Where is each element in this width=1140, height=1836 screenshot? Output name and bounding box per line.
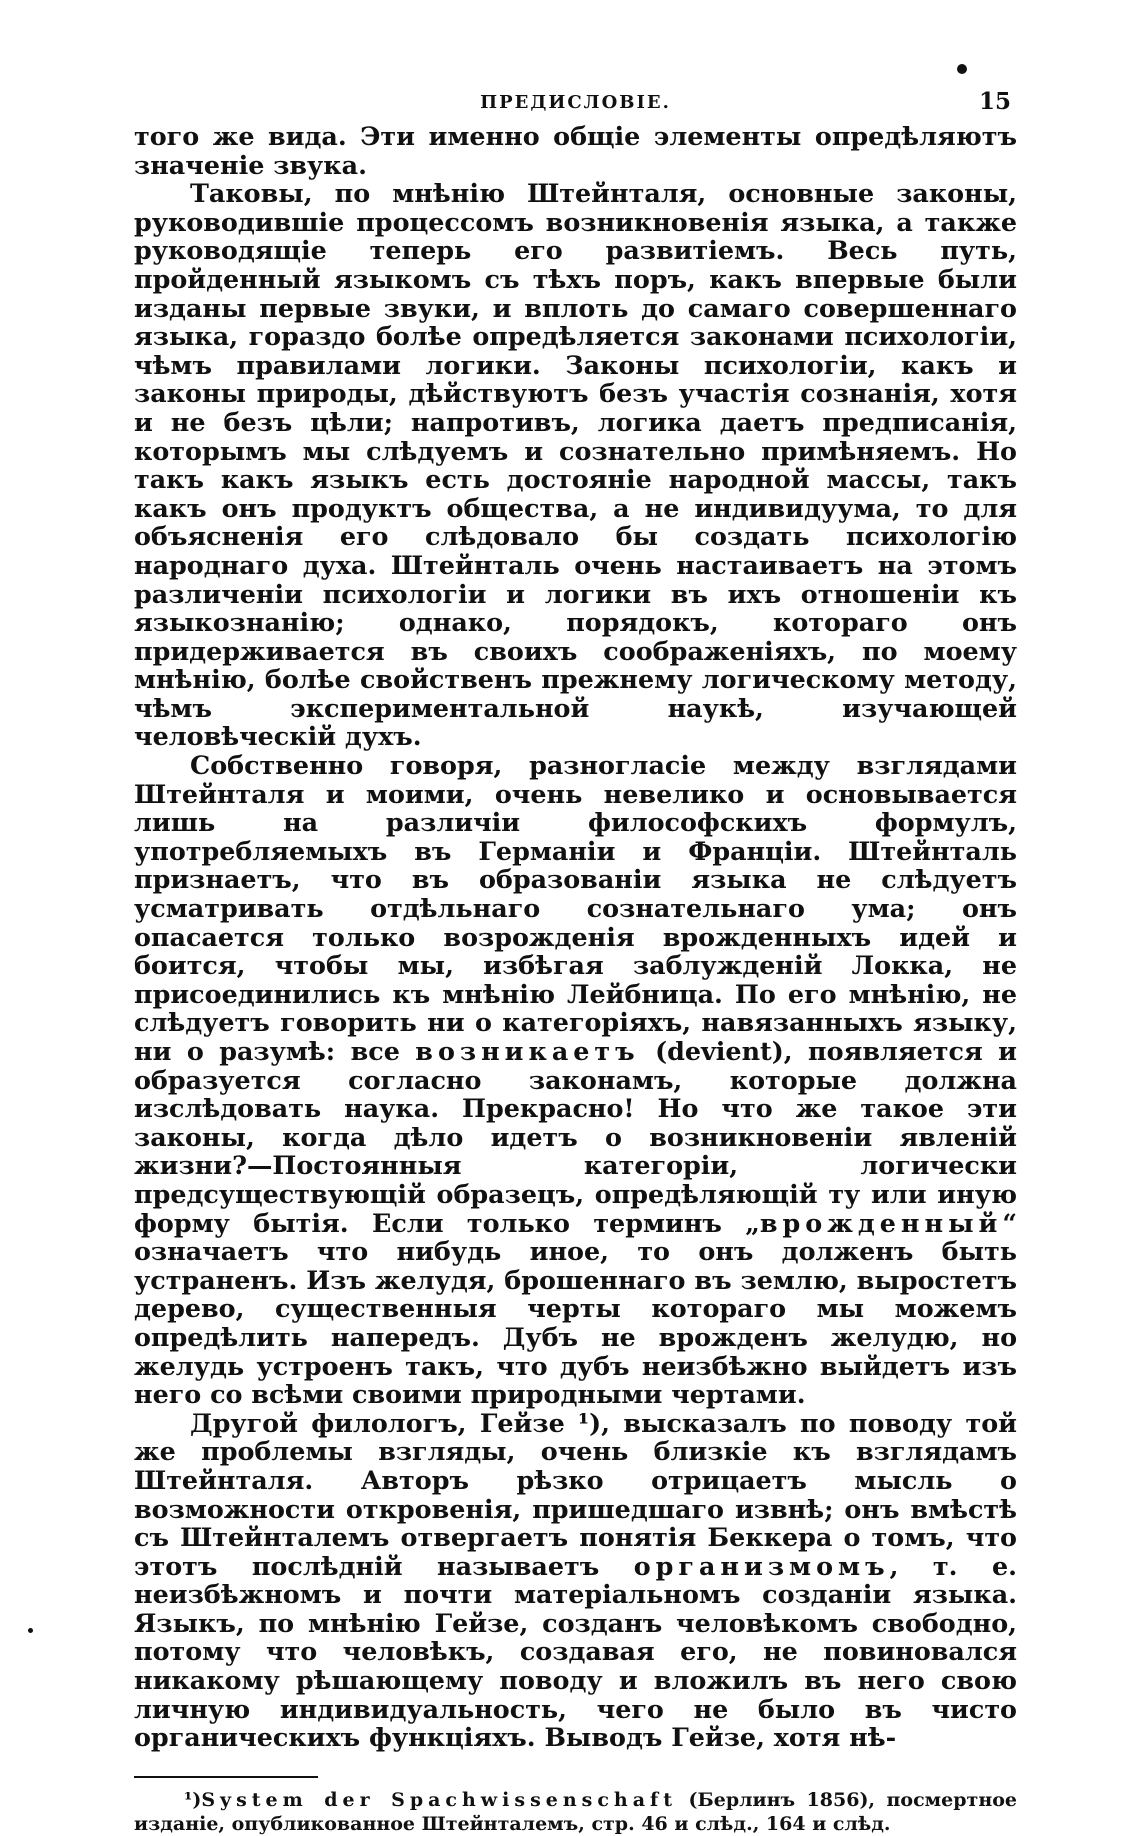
emphasized-word: врожденный xyxy=(759,1207,1003,1238)
paragraph-3-part-2: (devient), появляется и образуется согласно законамъ, которые должна изслѣдовать наука. Прекрасно! Но что же такое эти законы, когда дѣло идетъ о возникновеніи явленій жизни?—Постоянныя категоріи, логически предсуществующій образецъ, опредѣляющій ту или иную форму бытія. Если только терминъ „ xyxy=(134,1036,1017,1238)
emphasized-word: возникаетъ xyxy=(415,1036,640,1066)
footnote-title: System der Spachwissenschaft xyxy=(201,1788,678,1811)
paragraph-1: того же вида. Эти именно общіе элементы опредѣляютъ значеніе звука. xyxy=(134,121,1017,180)
paragraph-3-part-3: “ означаетъ что нибудь иное, то онъ долженъ быть устраненъ. Изъ желудя, брошеннаго въ землю, выростетъ дерево, существенныя черты котораго мы можемъ опредѣлить напередъ. Дубъ не врожденъ желудю, но желудь устроенъ такъ, что дубъ неизбѣжно выйдетъ изъ него со всѣми своими природными чертами. xyxy=(134,1207,1017,1410)
footnote-text: (Берлинъ 1856), посмертное изданіе, опубликованное Штейнталемъ, стр. 46 и слѣд., 164 и слѣд. xyxy=(134,1788,1017,1835)
speck-dot xyxy=(957,64,967,74)
paragraph-4-part-2: , т. е. неизбѣжномъ и почти матеріальномъ созданіи языка. Языкъ, по мнѣнію Гейзе, созданъ человѣкомъ свободно, потому что человѣкъ, создавая его, не повиновался никакому рѣшающему поводу и вложилъ въ него свою личную индивидуальность, чего не было въ чисто органическихъ функціяхъ. Выводъ Гейзе, хотя нѣ- xyxy=(134,1550,1018,1753)
emphasized-word: организмомъ xyxy=(633,1550,890,1581)
running-title: ПРЕДИСЛОВІЕ. xyxy=(480,92,671,113)
page-header xyxy=(134,82,1017,122)
paragraph-2: Таковы, по мнѣнію Штейнталя, основные законы, руководившіе процессомъ возникновенія языка, а также руководящіе теперь его развитіемъ. Весь путь, пройденный языкомъ съ тѣхъ поръ, какъ впервые были изданы первые звуки, и вплоть до самаго совершеннаго языка, гораздо болѣе опредѣляется законами психологіи, чѣмъ правилами логики. Законы психологіи, какъ и законы природы, дѣйствуютъ безъ участія сознанія, хотя и не безъ цѣли; напротивъ, логика даетъ предписанія, которымъ мы слѣдуемъ и сознательно примѣняемъ. Но такъ какъ языкъ есть достояніе народной массы, такъ какъ онъ продуктъ общества, а не индивидуума, то для объясненія его слѣдовало бы создать психологію народнаго духа. Штейнталь очень настаиваетъ на этомъ различеніи психологіи и логики въ ихъ отношеніи къ языкознанію; однако, порядокъ, котораго онъ придерживается въ своихъ соображеніяхъ, по моему мнѣнію, болѣе свойственъ прежнему логическому методу, чѣмъ экспериментальной наукѣ, изучающей человѣческій духъ. xyxy=(134,178,1017,752)
footnote-marker: ¹) xyxy=(184,1788,202,1811)
footnote-divider xyxy=(134,1776,318,1778)
speck-dot xyxy=(28,1628,33,1633)
paragraph-3-part-1: Собственно говоря, разногласіе между взглядами Штейнталя и моими, очень невелико и основывается лишь на различіи философскихъ формулъ, употребляемыхъ въ Германіи и Франціи. Штейнталь признаетъ, что въ образованіи языка не слѣдуетъ усматривать отдѣльнаго сознательнаго ума; онъ опасается только возрожденія врожденныхъ идей и боится, чтобы мы, избѣгая заблужденій Локка, не присоединились къ мнѣнію Лейбница. По его мнѣнію, не слѣдуетъ говорить ни о категоріяхъ, навязанныхъ языку, ни о разумѣ: все xyxy=(134,750,1017,1066)
page-number: 15 xyxy=(978,88,1011,115)
paragraph-4-part-1: Другой филологъ, Гейзе ¹), высказалъ по поводу той же проблемы взгляды, очень близкіе къ взглядамъ Штейнталя. Авторъ рѣзко отрицаетъ мысль о возможности откровенія, пришедшаго извнѣ; онъ вмѣстѣ съ Штейнталемъ отвергаетъ понятія Беккера о томъ, что этотъ послѣдній называетъ xyxy=(134,1407,1017,1581)
footnote xyxy=(134,1788,1017,1836)
book-page xyxy=(134,82,1017,1836)
paragraph-3 xyxy=(134,751,1017,1409)
paragraph-4 xyxy=(134,1409,1017,1752)
